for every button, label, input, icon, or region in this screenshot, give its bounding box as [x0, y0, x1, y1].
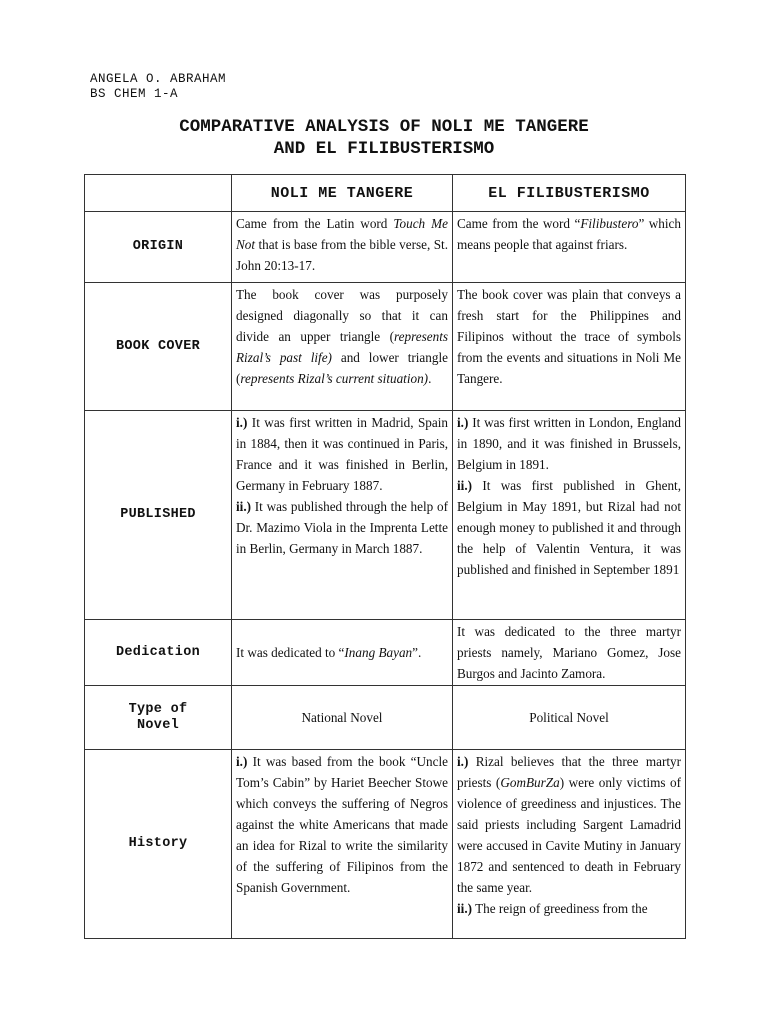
dedication-fili-cell: It was dedicated to the three martyr priests namely, Mariano Gomez, Jose Burgos and Jacinto Zamora.	[453, 620, 686, 686]
type-noli-cell: National Novel	[232, 686, 453, 750]
item-number: i.)	[457, 754, 469, 769]
history-noli-cell	[232, 750, 453, 939]
document-title	[0, 116, 768, 160]
dedication-noli-cell	[232, 620, 453, 686]
book-cover-noli-text-end: .	[428, 371, 432, 386]
row-label-dedication: Dedication	[85, 620, 232, 686]
book-cover-noli-italic-2: represents Rizal’s current situation)	[240, 371, 429, 386]
book-cover-noli-cell	[232, 283, 453, 411]
row-label-origin: ORIGIN	[85, 212, 232, 283]
table-row-type-of-novel	[85, 686, 686, 750]
origin-fili-text: Came from the word “	[457, 216, 581, 231]
item-number: ii.)	[457, 478, 473, 493]
item-number: i.)	[236, 754, 248, 769]
column-header-fili: EL FILIBUSTERISMO	[453, 175, 686, 212]
origin-fili-italic: Filibustero	[580, 216, 639, 231]
book-cover-noli-text: The book cover was purposely designed diagonally so that it can divide an upper triangle (	[236, 287, 448, 344]
history-fili-content	[457, 751, 681, 938]
row-label-type-of-novel	[85, 686, 232, 750]
title-line-2: AND EL FILIBUSTERISMO	[273, 139, 495, 159]
author-name: ANGELA O. ABRAHAM	[90, 72, 227, 86]
item-text: The reign of greediness from the	[472, 901, 648, 916]
column-header-noli: NOLI ME TANGERE	[232, 175, 453, 212]
corner-cell	[85, 175, 232, 212]
row-label-book-cover: BOOK COVER	[85, 283, 232, 411]
table-row-origin	[85, 212, 686, 283]
item-number: i.)	[457, 415, 469, 430]
book-cover-noli-italic-1: represents Rizal’s past life)	[236, 329, 448, 365]
item-text: Rizal believes that the three martyr priests (	[457, 754, 681, 790]
comparison-table	[84, 174, 686, 939]
course-section: BS CHEM 1-A	[90, 87, 179, 101]
label-line: Type of	[128, 701, 188, 717]
item-text: It was based from the book “Uncle Tom’s Cabin” by Hariet Beecher Stowe which conveys the suffering of Negros against the white Americans that made an idea for Rizal to write the similarity of the suffering of Filipinos from the Spanish Government.	[236, 754, 448, 895]
type-fili-cell: Political Novel	[453, 686, 686, 750]
dedication-noli-text: It was dedicated to “	[236, 645, 345, 660]
published-noli-cell	[232, 411, 453, 620]
book-cover-noli-text-mid: and lower triangle (	[236, 350, 448, 386]
history-fili-item-1	[457, 751, 681, 898]
origin-noli-cell	[232, 212, 453, 283]
title-line-1: COMPARATIVE ANALYSIS OF NOLI ME TANGERE	[179, 117, 589, 137]
origin-fili-text-end: ” which means people that against friars.	[457, 216, 681, 252]
history-noli-content	[236, 751, 448, 938]
table-row-published	[85, 411, 686, 620]
item-number: ii.)	[236, 499, 252, 514]
row-label-published: PUBLISHED	[85, 411, 232, 620]
published-noli-item-2	[236, 496, 448, 559]
item-text-end: ) were only victims of violence of greediness and injustices. The said priests including Sargent Lamadrid were accused in Cavite Mutiny in January 1872 and sentenced to death in February the same year.	[457, 775, 681, 895]
history-fili-cell	[453, 750, 686, 939]
item-italic: GomBurZa	[500, 775, 560, 790]
origin-noli-italic: Touch Me Not	[236, 216, 448, 252]
item-text: It was published through the help of Dr. Mazimo Viola in the Imprenta Lette in Berlin, Germany in March 1887.	[236, 499, 448, 556]
published-fili-item-2	[457, 475, 681, 580]
item-number: ii.)	[457, 901, 473, 916]
dedication-noli-italic: Inang Bayan	[344, 645, 413, 660]
table-row-dedication	[85, 620, 686, 686]
table-row-history	[85, 750, 686, 939]
origin-noli-text: Came from the Latin word	[236, 216, 394, 231]
item-text: It was first written in London, England in 1890, and it was finished in Brussels, Belgium in 1891.	[457, 415, 681, 472]
published-noli-item-1	[236, 412, 448, 496]
history-fili-item-2	[457, 898, 681, 919]
published-fili-item-1	[457, 412, 681, 475]
dedication-noli-text-end: ”.	[412, 645, 422, 660]
row-label-history: History	[85, 750, 232, 939]
table-header-row	[85, 175, 686, 212]
origin-fili-cell	[453, 212, 686, 283]
label-line: Novel	[136, 717, 179, 733]
published-fili-cell	[453, 411, 686, 620]
book-cover-fili-cell: The book cover was plain that conveys a fresh start for the Philippines and Filipinos without the trace of symbols from the events and situations in Noli Me Tangere.	[453, 283, 686, 411]
item-text: It was first published in Ghent, Belgium in May 1891, but Rizal had not enough money to published it and through the help of Valentin Ventura, it was published and finished in September 1891	[457, 478, 681, 577]
origin-noli-text-end: that is base from the bible verse, St. John 20:13-17.	[236, 237, 448, 273]
item-text: It was first written in Madrid, Spain in 1884, then it was continued in Paris, France and it was finished in Berlin, Germany in February 1887.	[236, 415, 448, 493]
author-block	[90, 72, 226, 102]
table-row-book-cover	[85, 283, 686, 411]
item-number: i.)	[236, 415, 248, 430]
